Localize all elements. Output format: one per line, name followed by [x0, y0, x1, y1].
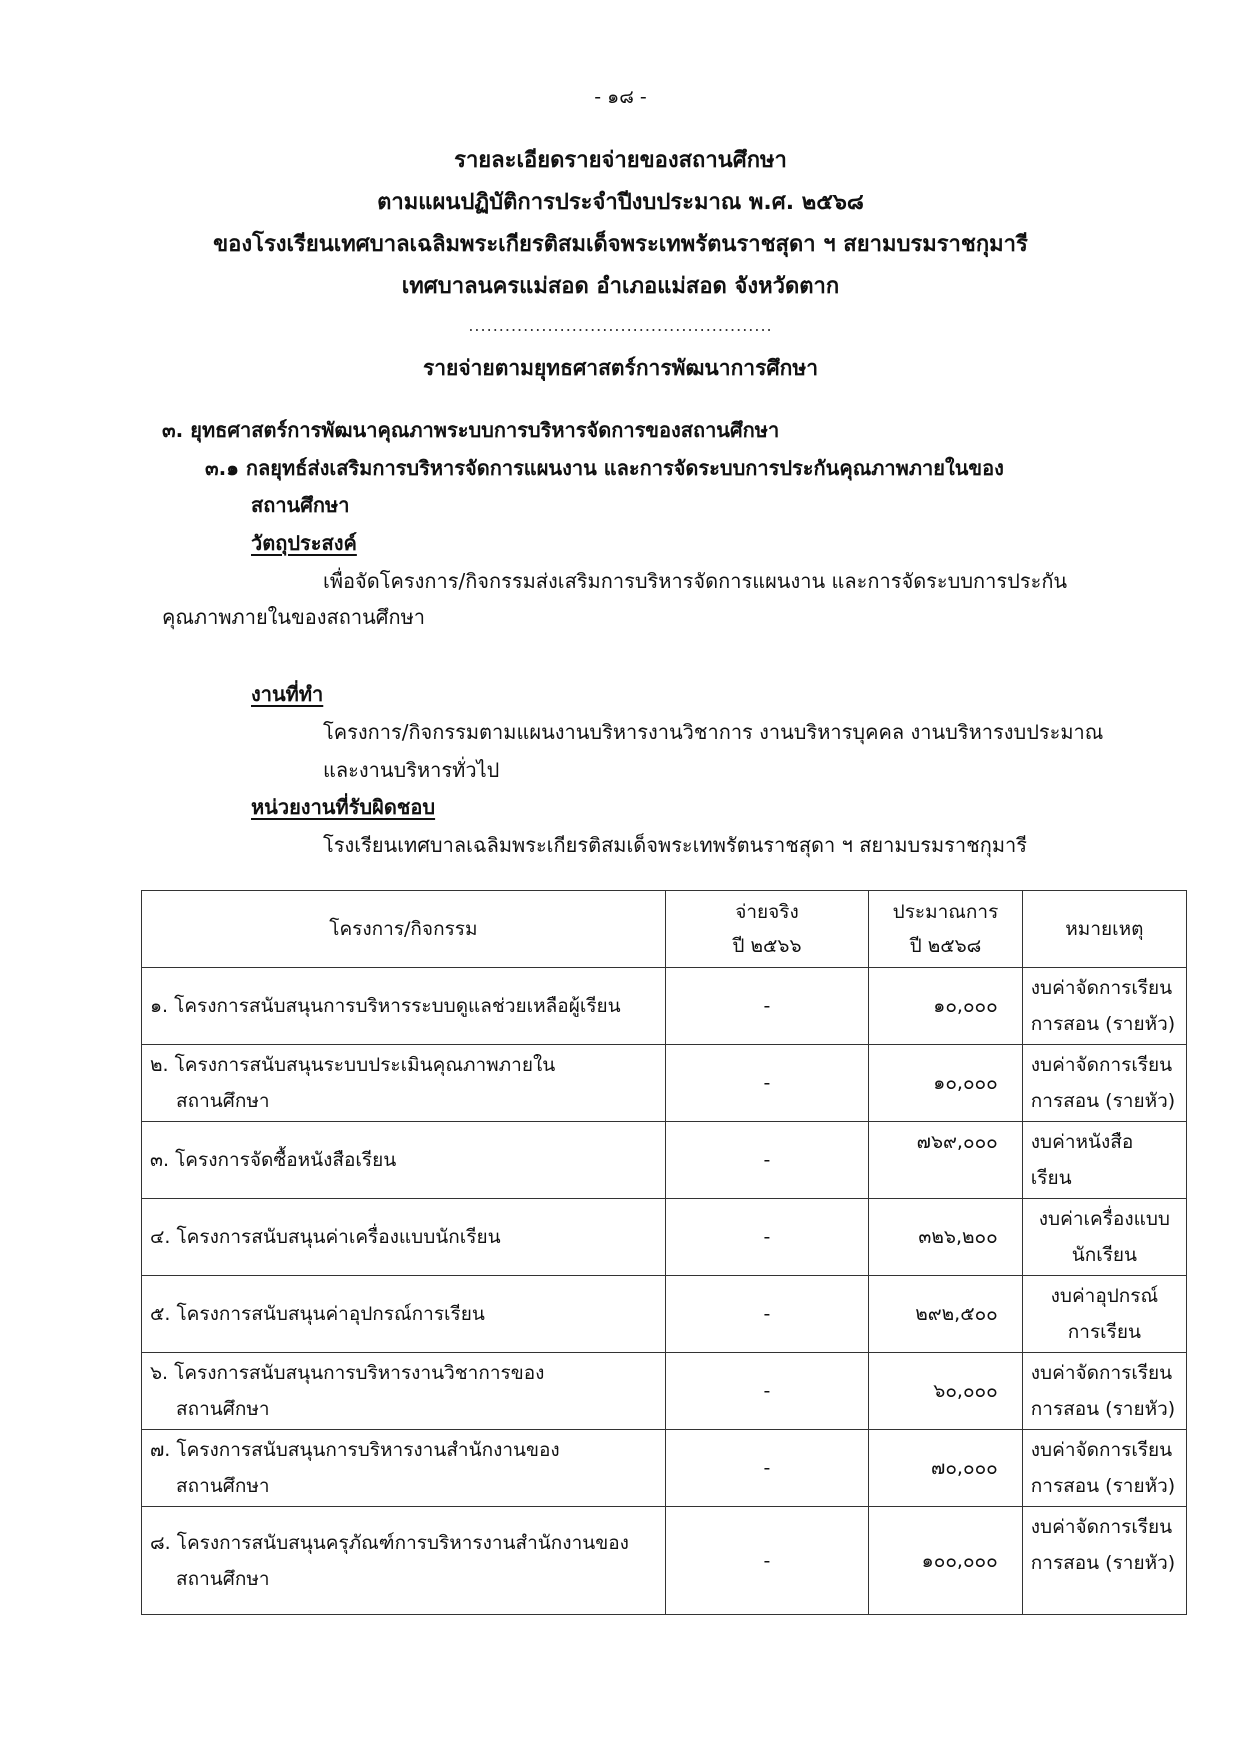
budget-cell: ๒๙๒,๕๐๐ [869, 1276, 1023, 1353]
activity-text: ๔. โครงการสนับสนุนค่าเครื่องแบบนักเรียน [150, 1226, 501, 1248]
remark-line2: เรียน [1030, 1167, 1072, 1189]
remark-line2: นักเรียน [1071, 1244, 1138, 1266]
header-estimated-budget [869, 891, 1023, 968]
table-row [142, 1353, 1187, 1430]
budget-cell: ๗๖๙,๐๐๐ [869, 1122, 1023, 1199]
activity-cell [142, 1353, 666, 1430]
table-row [142, 1199, 1187, 1276]
table-row [142, 1045, 1187, 1122]
activity-cell [142, 1276, 666, 1353]
tasks-label: งานที่ทำ [251, 682, 324, 706]
activity-text: ๕. โครงการสนับสนุนค่าอุปกรณ์การเรียน [150, 1303, 485, 1325]
remark-cell [1022, 1276, 1186, 1353]
activity-text-cont: สถานศึกษา [176, 1475, 270, 1497]
table-row [142, 1276, 1187, 1353]
activity-text-cont: สถานศึกษา [176, 1090, 270, 1112]
remark-cell [1022, 968, 1186, 1045]
remark-line2: การสอน (รายหัว) [1030, 1090, 1176, 1112]
budget-cell: ๑๐๐,๐๐๐ [869, 1507, 1023, 1615]
activity-cell [142, 1045, 666, 1122]
title-line-4: เทศบาลนครแม่สอด อำเภอแม่สอด จังหวัดตาก [401, 274, 840, 299]
budget-table [141, 890, 1187, 1615]
remark-line2: การสอน (รายหัว) [1030, 1552, 1176, 1574]
budget-cell: ๑๐,๐๐๐ [869, 968, 1023, 1045]
header-remark: หมายเหตุ [1022, 891, 1186, 968]
table-row [142, 1122, 1187, 1199]
remark-line2: การสอน (รายหัว) [1030, 1398, 1176, 1420]
activity-text: ๑. โครงการสนับสนุนการบริหารระบบดูแลช่วยเหลือผู้เรียน [150, 995, 621, 1017]
table-row [142, 1507, 1187, 1615]
remark-cell [1022, 1199, 1186, 1276]
remark-cell [1022, 1045, 1186, 1122]
title-line-2: ตามแผนปฏิบัติการประจำปีงบประมาณ พ.ศ. ๒๕๖๘ [377, 190, 864, 215]
spent-cell: - [665, 1507, 868, 1615]
activity-cell [142, 1430, 666, 1507]
objective-text-line2: คุณภาพภายในของสถานศึกษา [162, 605, 425, 629]
table-header-row [142, 891, 1187, 968]
budget-cell: ๖๐,๐๐๐ [869, 1353, 1023, 1430]
spent-cell: - [665, 1122, 868, 1199]
activity-cell [142, 1199, 666, 1276]
activity-text: ๖. โครงการสนับสนุนการบริหารงานวิชาการของ [150, 1362, 545, 1384]
activity-cell [142, 1507, 666, 1615]
header-actual-spent-line2: ปี ๒๕๖๖ [732, 935, 802, 957]
remark-line1: งบค่าจัดการเรียน [1030, 1054, 1173, 1076]
remark-cell [1022, 1430, 1186, 1507]
spent-cell: - [665, 1045, 868, 1122]
sub-strategy-heading-line1: ๓.๑ กลยุทธ์ส่งเสริมการบริหารจัดการแผนงาน และการจัดระบบการประกันคุณภาพภายในของ [205, 456, 1004, 480]
title-line-1: รายละเอียดรายจ่ายของสถานศึกษา [454, 148, 787, 173]
tasks-text-line2: และงานบริหารทั่วไป [323, 758, 500, 782]
document-title [0, 140, 1241, 308]
separator-dots: .................................................. [468, 316, 773, 335]
activity-cell [142, 968, 666, 1045]
remark-line2: การสอน (รายหัว) [1030, 1013, 1176, 1035]
activity-text: ๓. โครงการจัดซื้อหนังสือเรียน [150, 1149, 397, 1171]
remark-cell [1022, 1507, 1186, 1615]
remark-line2: การเรียน [1067, 1321, 1141, 1343]
section-subtitle: รายจ่ายตามยุทธศาสตร์การพัฒนาการศึกษา [422, 356, 819, 380]
remark-line2: การสอน (รายหัว) [1030, 1475, 1176, 1497]
remark-line1: งบค่าเครื่องแบบ [1038, 1208, 1170, 1230]
remark-line1: งบค่าจัดการเรียน [1030, 1362, 1173, 1384]
sub-strategy-heading-line2: สถานศึกษา [251, 493, 350, 517]
activity-text: ๒. โครงการสนับสนุนระบบประเมินคุณภาพภายใน [150, 1054, 556, 1076]
spent-cell: - [665, 1353, 868, 1430]
activity-text-cont: สถานศึกษา [176, 1567, 270, 1590]
spent-cell: - [665, 1276, 868, 1353]
budget-cell: ๓๒๖,๒๐๐ [869, 1199, 1023, 1276]
header-actual-spent [665, 891, 868, 968]
page-number: - ๑๘ - [594, 86, 647, 108]
activity-text: ๘. โครงการสนับสนุนครุภัณฑ์การบริหารงานสำนักงานของ [150, 1531, 629, 1554]
budget-cell: ๑๐,๐๐๐ [869, 1045, 1023, 1122]
remark-line1: งบค่าจัดการเรียน [1030, 977, 1173, 999]
remark-line1: งบค่าอุปกรณ์ [1050, 1285, 1159, 1307]
responsible-label: หน่วยงานที่รับผิดชอบ [251, 795, 436, 819]
activity-text-cont: สถานศึกษา [176, 1398, 270, 1420]
activity-text: ๗. โครงการสนับสนุนการบริหารงานสำนักงานของ [150, 1439, 560, 1461]
responsible-text: โรงเรียนเทศบาลเฉลิมพระเกียรติสมเด็จพระเทพรัตนราชสุดา ฯ สยามบรมราชกุมารี [323, 833, 1027, 857]
table-row [142, 1430, 1187, 1507]
objective-text-line1: เพื่อจัดโครงการ/กิจกรรมส่งเสริมการบริหารจัดการแผนงาน และการจัดระบบการประกัน [323, 569, 1068, 593]
header-actual-spent-line1: จ่ายจริง [735, 901, 799, 923]
remark-cell [1022, 1122, 1186, 1199]
activity-cell [142, 1122, 666, 1199]
remark-line1: งบค่าจัดการเรียน [1030, 1439, 1173, 1461]
objective-label: วัตถุประสงค์ [251, 531, 357, 555]
header-activity: โครงการ/กิจกรรม [142, 891, 666, 968]
header-estimated-budget-line2: ปี ๒๕๖๘ [909, 935, 982, 957]
table-row [142, 968, 1187, 1045]
strategy-heading: ๓. ยุทธศาสตร์การพัฒนาคุณภาพระบบการบริหารจัดการของสถานศึกษา [162, 418, 780, 442]
tasks-text-line1: โครงการ/กิจกรรมตามแผนงานบริหารงานวิชาการ งานบริหารบุคคล งานบริหารงบประมาณ [323, 720, 1104, 744]
remark-line1: งบค่าจัดการเรียน [1030, 1516, 1173, 1538]
remark-cell [1022, 1353, 1186, 1430]
spent-cell: - [665, 1430, 868, 1507]
spent-cell: - [665, 1199, 868, 1276]
header-estimated-budget-line1: ประมาณการ [892, 901, 999, 923]
budget-cell: ๗๐,๐๐๐ [869, 1430, 1023, 1507]
spent-cell: - [665, 968, 868, 1045]
title-line-3: ของโรงเรียนเทศบาลเฉลิมพระเกียรติสมเด็จพระเทพรัตนราชสุดา ฯ สยามบรมราชกุมารี [213, 232, 1028, 257]
remark-line1: งบค่าหนังสือ [1030, 1131, 1134, 1153]
